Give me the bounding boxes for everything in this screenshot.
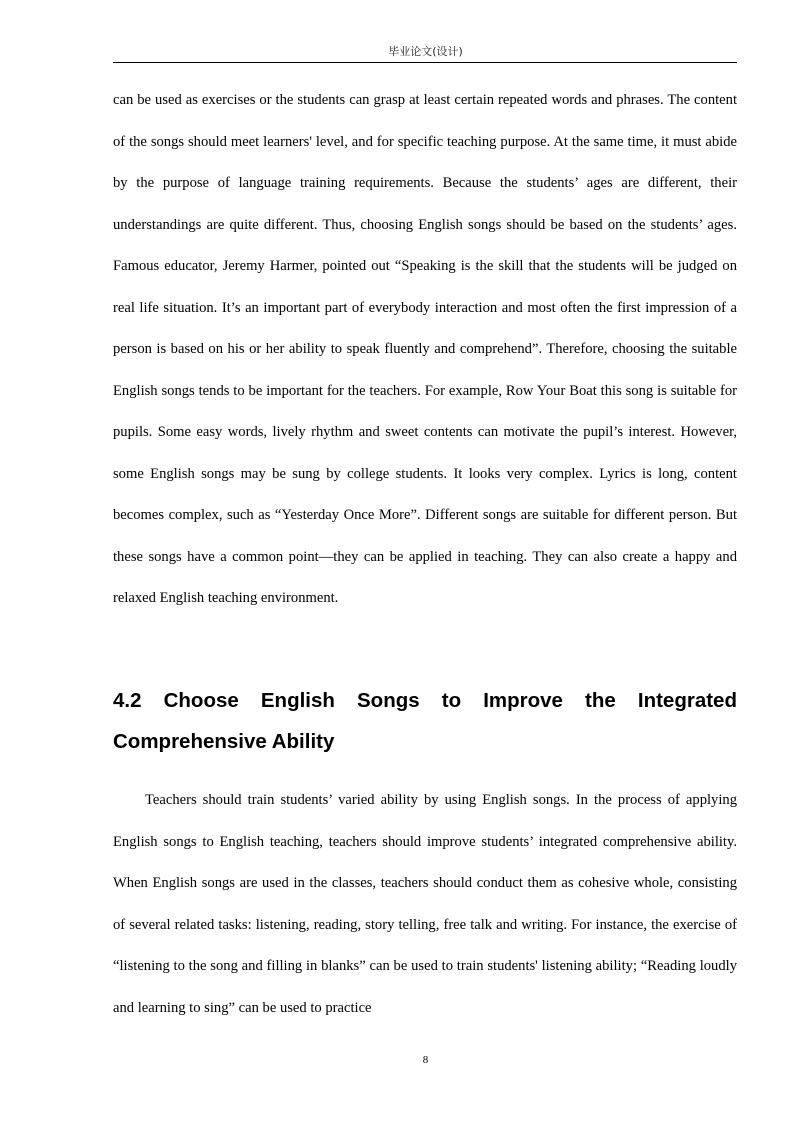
body-paragraph: can be used as exercises or the students can grasp at least certain repeated words and phrases. The content of the songs should meet learners' level, and for specific teaching purpose. At the same time, it must abide by the purpose of language training requirements. Because the students’ ages are different, their understandings are quite different. Thus, choosing English songs should be based on the students’ ages. Famous educator, Jeremy Harmer, pointed out “Speaking is the skill that the students will be judged on real life situation. It’s an important part of everybody interaction and most often the first impression of a person is based on his or her ability to speak fluently and comprehend”. Therefore, choosing the suitable English songs tends to be important for the teachers. For example, Row Your Boat this song is suitable for pupils. Some easy words, lively rhythm and sweet contents can motivate the pupil’s interest. However, some English songs may be sung by college students. It looks very complex. Lyrics is long, content becomes complex, such as “Yesterday Once More”. Different songs are suitable for different person. But these songs have a common point—they can be applied in teaching. They can also create a happy and relaxed English teaching environment.	[113, 92, 737, 606]
body-paragraph: Teachers should train students’ varied ability by using English songs. In the process of applying English songs to English teaching, teachers should improve students’ integrated comprehensive ability. When English songs are used in the classes, teachers should conduct them as cohesive whole, consisting of several related tasks: listening, reading, story telling, free talk and writing. For instance, the exercise of “listening to the song and filling in blanks” can be used to train students' listening ability; “Reading loudly and learning to sing” can be used to practice	[113, 792, 737, 1016]
page-number: 8	[422, 1054, 429, 1066]
page-header-title: 毕业论文(设计)	[388, 45, 463, 58]
section-heading: 4.2 Choose English Songs to Improve the Integrated Comprehensive Ability	[113, 689, 737, 753]
header-divider	[113, 62, 737, 63]
